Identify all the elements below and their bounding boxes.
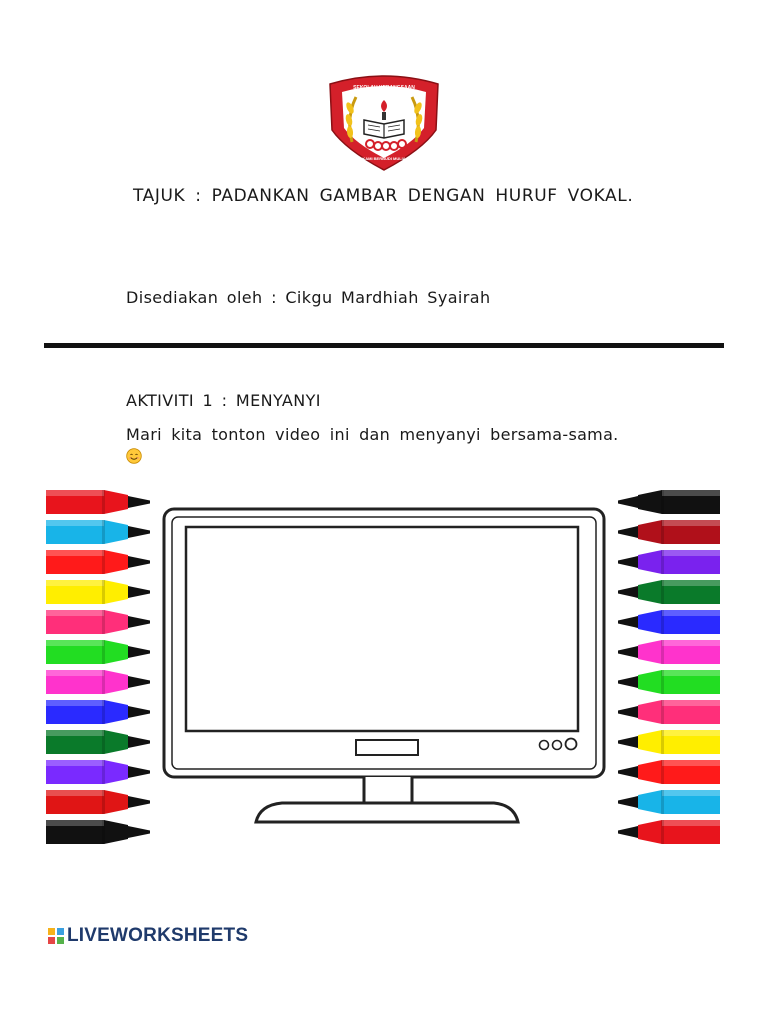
svg-text:SEKOLAH KEBANGSAAN: SEKOLAH KEBANGSAAN [353, 85, 415, 91]
svg-text:HULU BERNAM: HULU BERNAM [365, 92, 403, 98]
divider [44, 343, 724, 348]
video-screen[interactable] [186, 527, 578, 731]
liveworksheets-logo-icon [48, 928, 64, 944]
monitor-icon [164, 509, 604, 822]
smiling-face-icon [126, 448, 142, 464]
liveworksheets-brand [48, 925, 248, 947]
brand-name: LIVEWORKSHEETS [67, 925, 249, 946]
school-crest-logo [322, 72, 446, 172]
activity-instruction: Mari kita tonton video ini dan menyanyi bersama-sama. [126, 425, 619, 444]
video-area [46, 487, 720, 847]
author-line: Disediakan oleh : Cikgu Mardhiah Syairah [126, 288, 491, 307]
worksheet-title: TAJUK : PADANKAN GAMBAR DENGAN HURUF VOKAL. [133, 186, 634, 206]
activity-heading: AKTIVITI 1 : MENYANYI [126, 391, 321, 410]
svg-text:KAMI BERBUDI MULIA: KAMI BERBUDI MULIA [362, 156, 406, 161]
